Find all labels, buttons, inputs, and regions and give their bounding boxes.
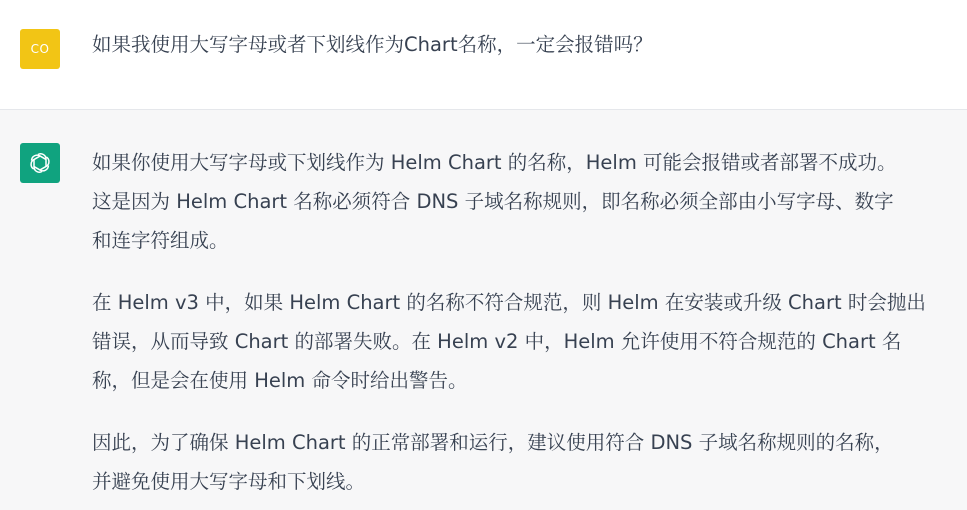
openai-logo-icon: [28, 151, 52, 175]
assistant-message-row: [0, 110, 967, 510]
paragraph-line: 在 Helm v3 中，如果 Helm Chart 的名称不符合规范，则 Helm 在安装或升级 Chart 时会抛出: [92, 291, 926, 314]
assistant-paragraph: [92, 283, 926, 400]
paragraph-line: 和连字符组成。: [92, 229, 229, 252]
paragraph-line: 因此，为了确保 Helm Chart 的正常部署和运行，建议使用符合 DNS 子域名称规则的名称，: [92, 431, 894, 454]
user-message-text: 如果我使用大写字母或者下划线作为Chart名称，一定会报错吗？: [92, 33, 653, 56]
paragraph-line: 错误，从而导致 Chart 的部署失败。在 Helm v2 中，Helm 允许使用不符合规范的 Chart 名: [92, 330, 902, 353]
paragraph-line: 如果你使用大写字母或下划线作为 Helm Chart 的名称，Helm 可能会报错或者部署不成功。: [92, 151, 897, 174]
user-message-row: [0, 0, 967, 110]
paragraph-line: 这是因为 Helm Chart 名称必须符合 DNS 子域名称规则，即名称必须全部由小写字母、数字: [92, 190, 894, 213]
assistant-paragraph: [92, 143, 897, 260]
user-avatar: CO: [20, 29, 60, 69]
assistant-paragraph: [92, 423, 894, 501]
paragraph-line: 称，但是会在使用 Helm 命令时给出警告。: [92, 369, 468, 392]
paragraph-line: 并避免使用大写字母和下划线。: [92, 470, 366, 493]
assistant-avatar: [20, 143, 60, 183]
